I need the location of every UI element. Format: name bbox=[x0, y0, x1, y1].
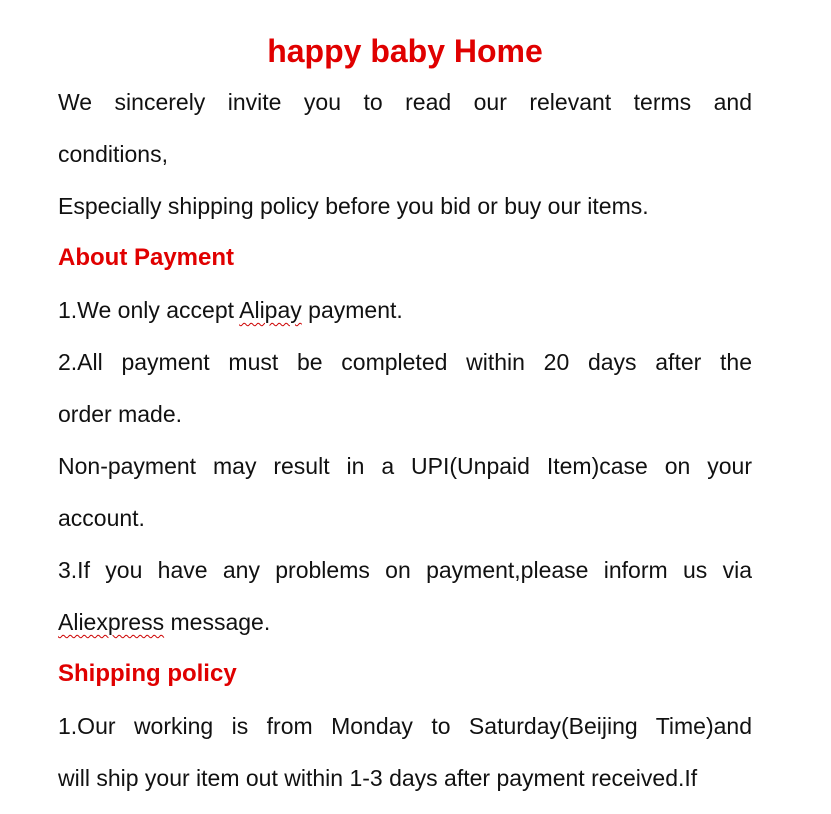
payment-item-3-after: message. bbox=[164, 609, 271, 635]
payment-item-1-before: 1.We only accept bbox=[58, 297, 240, 323]
intro-line-3: Especially shipping policy before you bid or buy our items. bbox=[58, 193, 649, 219]
intro-line-2: conditions, bbox=[58, 141, 168, 167]
payment-item-1-after: payment. bbox=[301, 297, 403, 323]
alipay-misspelled-word: Alipay bbox=[239, 297, 302, 323]
intro-line-1: We sincerely invite you to read our relevant terms and bbox=[58, 89, 752, 115]
payment-item-2-line-4: account. bbox=[58, 505, 145, 531]
payment-item-2-line-2: order made. bbox=[58, 401, 183, 427]
shipping-item-1-line-2: will ship your item out within 1-3 days after payment received.If bbox=[58, 765, 698, 791]
payment-heading: About Payment bbox=[58, 244, 235, 271]
shipping-item-1-line-1: 1.Our working is from Monday to Saturday(Beijing Time)and bbox=[58, 713, 752, 739]
page-title: happy baby Home bbox=[267, 33, 543, 69]
payment-item-2-line-1: 2.All payment must be completed within 20 days after the bbox=[58, 349, 752, 375]
payment-item-3-line-1: 3.If you have any problems on payment,please inform us via bbox=[58, 557, 752, 583]
aliexpress-misspelled-word: Aliexpress bbox=[58, 609, 165, 635]
payment-item-3-line-2 bbox=[58, 596, 752, 648]
document-page bbox=[58, 26, 752, 804]
shipping-heading: Shipping policy bbox=[58, 660, 237, 687]
payment-item-1 bbox=[58, 284, 752, 336]
payment-item-2-line-3: Non-payment may result in a UPI(Unpaid Item)case on your bbox=[58, 453, 752, 479]
